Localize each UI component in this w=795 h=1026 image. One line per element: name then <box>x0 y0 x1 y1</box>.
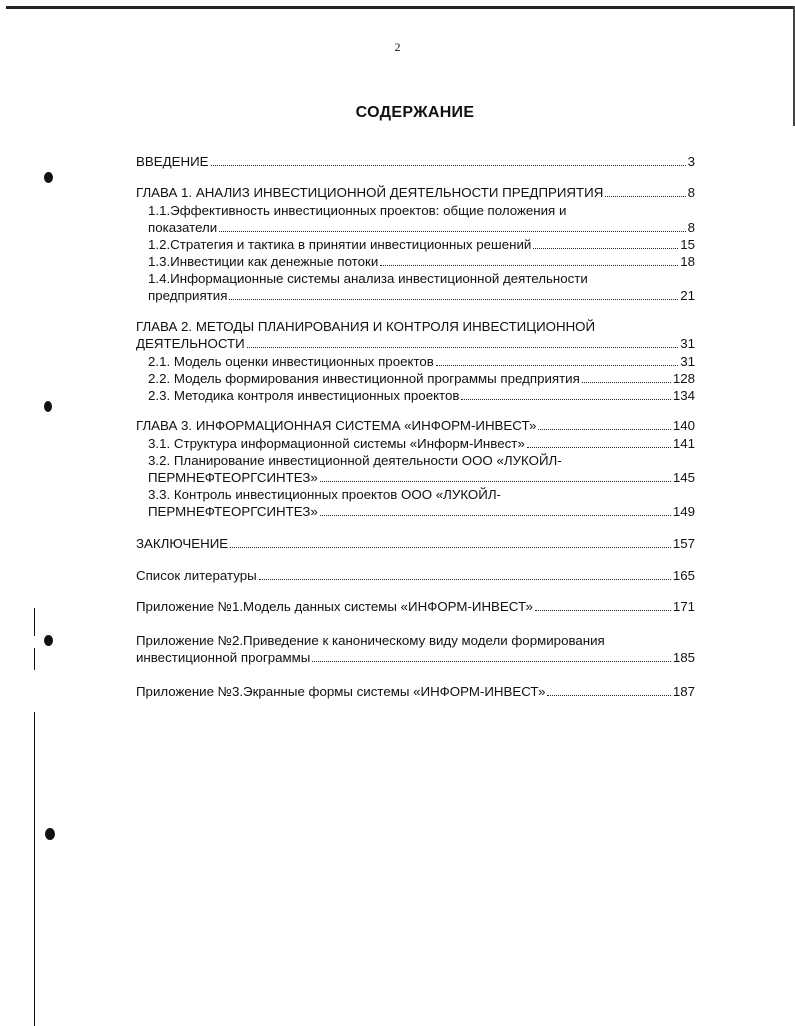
toc-label: 2.3. Методика контроля инвестиционных проектов <box>148 388 460 403</box>
toc-label: Приложение №3.Экранные формы системы «ИНФОРМ-ИНВЕСТ» <box>136 684 546 699</box>
toc-label: 2.2. Модель формирования инвестиционной программы предприятия <box>148 371 580 386</box>
toc-page: 157 <box>672 536 695 551</box>
toc-entry-section-1-4[interactable] <box>148 270 695 304</box>
toc-entry-chapter-2[interactable] <box>136 318 695 352</box>
toc-label: ЗАКЛЮЧЕНИЕ <box>136 536 229 551</box>
toc-entry-conclusion[interactable] <box>136 535 695 552</box>
dot-leader <box>320 481 671 482</box>
toc-entry-section-3-3[interactable] <box>148 486 695 520</box>
toc-label: ГЛАВА 3. ИНФОРМАЦИОННАЯ СИСТЕМА «ИНФОРМ-ИНВЕСТ» <box>136 418 537 433</box>
toc-label: показатели <box>148 220 218 235</box>
toc-page: 3 <box>687 154 695 169</box>
toc-label: Приложение №1.Модель данных системы «ИНФОРМ-ИНВЕСТ» <box>136 599 533 614</box>
toc-page: 31 <box>680 336 695 351</box>
toc-label: 2.1. Модель оценки инвестиционных проектов <box>148 354 434 369</box>
dot-leader <box>211 165 686 166</box>
dot-leader <box>461 399 670 400</box>
toc-entry-references[interactable] <box>136 567 695 584</box>
toc-entry-appendix-1[interactable] <box>136 598 695 615</box>
dot-leader <box>538 429 670 430</box>
toc-page: 171 <box>672 599 695 614</box>
toc-page: 21 <box>680 288 695 303</box>
toc-label: ВВЕДЕНИЕ <box>136 154 209 169</box>
toc-entry-section-2-3[interactable] <box>148 387 695 404</box>
toc-entry-section-2-1[interactable] <box>148 353 695 370</box>
toc-entry-chapter-1[interactable] <box>136 184 695 201</box>
toc-page: 141 <box>672 436 695 451</box>
toc-label: 1.3.Инвестиции как денежные потоки <box>148 254 379 269</box>
toc-page: 187 <box>672 684 695 699</box>
dot-leader <box>535 610 671 611</box>
toc-page: 8 <box>687 185 695 200</box>
toc-page: 134 <box>672 388 695 403</box>
scan-edge-line <box>34 608 35 636</box>
dot-leader <box>547 695 670 696</box>
toc-label: ПЕРМНЕФТЕОРГСИНТЕЗ» <box>148 504 318 519</box>
dot-leader <box>230 547 671 548</box>
toc-entry-section-1-2[interactable] <box>148 236 695 253</box>
dot-leader <box>219 231 685 232</box>
toc-page: 185 <box>672 650 695 665</box>
toc-page: 145 <box>672 470 695 485</box>
dot-leader <box>582 382 671 383</box>
dot-leader <box>527 447 671 448</box>
toc-label: инвестиционной программы <box>136 650 311 665</box>
toc-entry-appendix-2[interactable] <box>136 632 695 666</box>
page-number: 2 <box>394 40 401 54</box>
toc-label-line1: 3.2. Планирование инвестиционной деятельности ООО «ЛУКОЙЛ- <box>148 453 562 468</box>
toc-label-line1: Приложение №2.Приведение к каноническому виду модели формирования <box>136 633 605 648</box>
toc-label: 1.2.Стратегия и тактика в принятии инвестиционных решений <box>148 237 532 252</box>
toc-label: 3.1. Структура информационной системы «Информ-Инвест» <box>148 436 525 451</box>
toc-page: 8 <box>687 220 695 235</box>
dot-leader <box>533 248 678 249</box>
scan-top-border <box>6 6 795 9</box>
dot-leader <box>605 196 685 197</box>
toc-page: 18 <box>680 254 695 269</box>
toc-label: ПЕРМНЕФТЕОРГСИНТЕЗ» <box>148 470 318 485</box>
binder-mark <box>45 828 55 840</box>
dot-leader <box>247 347 678 348</box>
toc-label: ДЕЯТЕЛЬНОСТИ <box>136 336 245 351</box>
dot-leader <box>259 579 671 580</box>
dot-leader <box>436 365 678 366</box>
toc-entry-section-3-1[interactable] <box>148 435 695 452</box>
toc-label-line1: 1.4.Информационные системы анализа инвестиционной деятельности <box>148 271 588 286</box>
toc-page: 128 <box>672 371 695 386</box>
dot-leader <box>229 299 678 300</box>
dot-leader <box>312 661 670 662</box>
binder-mark <box>44 401 52 412</box>
scan-edge-line <box>34 712 35 1026</box>
dot-leader <box>320 515 671 516</box>
dot-leader <box>380 265 678 266</box>
binder-mark <box>44 635 53 646</box>
toc-label-line1: 3.3. Контроль инвестиционных проектов ООО «ЛУКОЙЛ- <box>148 487 501 502</box>
toc-label: ГЛАВА 1. АНАЛИЗ ИНВЕСТИЦИОННОЙ ДЕЯТЕЛЬНОСТИ ПРЕДПРИЯТИЯ <box>136 185 604 200</box>
toc-entry-section-3-2[interactable] <box>148 452 695 486</box>
toc-entry-appendix-3[interactable] <box>136 683 695 700</box>
toc-entry-section-1-1[interactable] <box>148 202 695 236</box>
toc-entry-introduction[interactable] <box>136 153 695 170</box>
toc-label: Список литературы <box>136 568 257 583</box>
scan-edge-line <box>34 648 35 670</box>
toc-entry-section-1-3[interactable] <box>148 253 695 270</box>
toc-label: предприятия <box>148 288 228 303</box>
toc-entry-section-2-2[interactable] <box>148 370 695 387</box>
toc-label-line1: 1.1.Эффективность инвестиционных проектов: общие положения и <box>148 203 567 218</box>
toc-label-line1: ГЛАВА 2. МЕТОДЫ ПЛАНИРОВАНИЯ И КОНТРОЛЯ ИНВЕСТИЦИОННОЙ <box>136 319 596 334</box>
toc-page: 31 <box>680 354 695 369</box>
toc-page: 15 <box>680 237 695 252</box>
toc-entry-chapter-3[interactable] <box>136 417 695 434</box>
page-title: СОДЕРЖАНИЕ <box>355 104 475 121</box>
binder-mark <box>44 172 53 183</box>
toc-page: 140 <box>672 418 695 433</box>
toc-page: 165 <box>672 568 695 583</box>
toc-page: 149 <box>672 504 695 519</box>
